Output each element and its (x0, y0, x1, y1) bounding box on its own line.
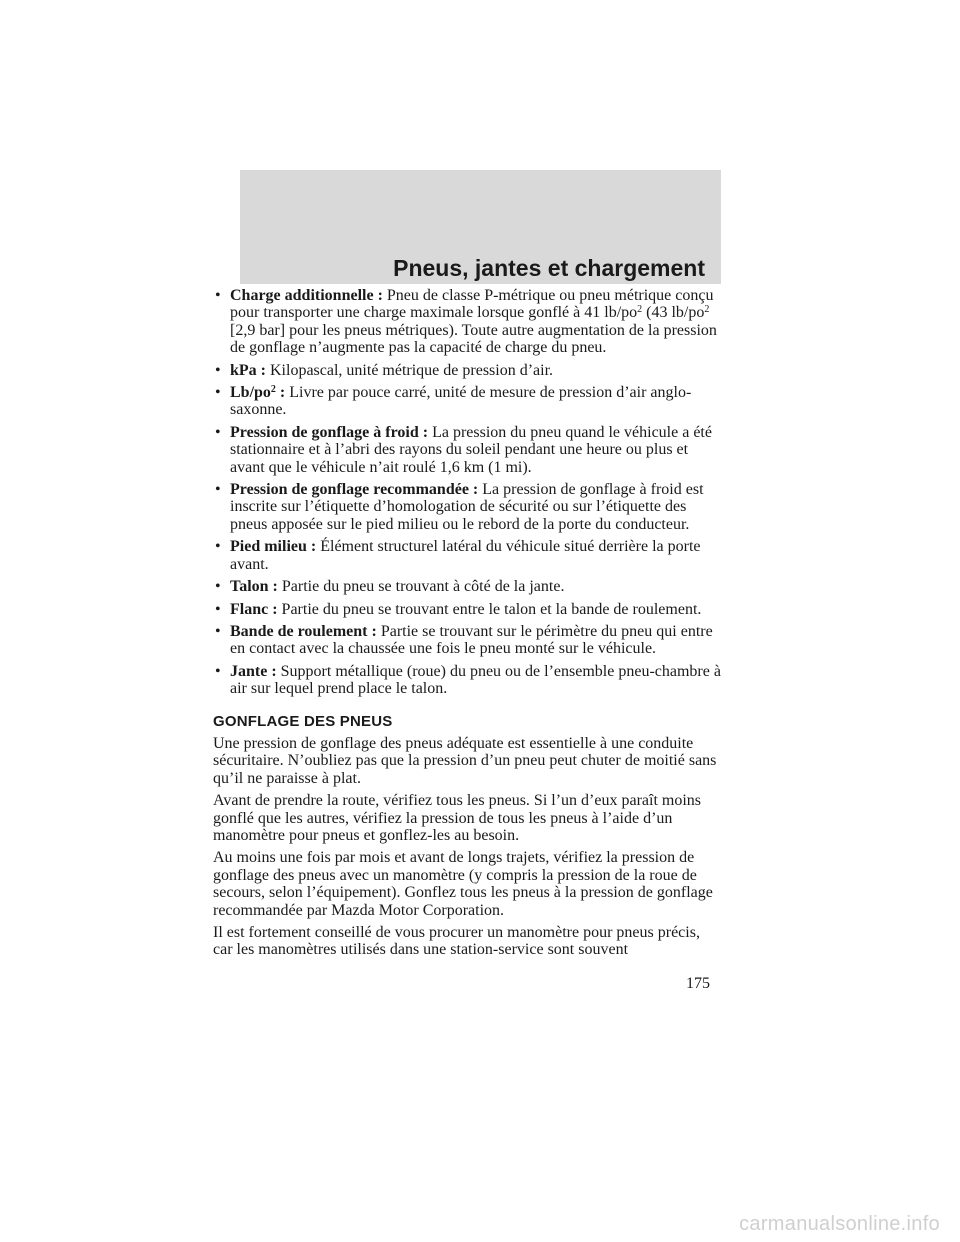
bullet-icon: • (215, 538, 221, 556)
list-item (213, 578, 723, 595)
paragraph: Il est fortement conseillé de vous procurer un manomètre pour pneus précis, car les manomètres utilisés dans une station-service sont souvent (213, 924, 700, 959)
definition-text: La pression de gonflage à froid est inscrite sur l’étiquette d’homologation de sécurité ou sur l’étiquette des pneus apposée sur le pied milieu ou le rebord de la porte du conducteur. (230, 481, 704, 533)
definition-text: Kilopascal, unité métrique de pression d’air. (270, 361, 554, 379)
page-content (213, 287, 723, 964)
bullet-icon: • (215, 423, 221, 441)
definition-term: Charge additionnelle : (230, 287, 383, 304)
definition-text: Support métallique (roue) du pneu ou de l’ensemble pneu-chambre à air sur lequel prend place le talon. (230, 662, 721, 698)
list-item (213, 538, 723, 573)
list-item (213, 362, 723, 379)
definition-text: Élément structurel latéral du véhicule situé derrière la porte avant. (230, 538, 701, 573)
paragraph: Une pression de gonflage des pneus adéquate est essentielle à une conduite sécuritaire. N’oubliez pas que la pression d’un pneu peut chuter de moitié sans qu’il ne paraisse à plat. (213, 734, 717, 787)
bullet-icon: • (215, 287, 221, 304)
definition-text: Livre par pouce carré, unité de mesure de pression d’air anglo-saxonne. (230, 384, 692, 419)
definition-term: Pression de gonflage à froid : (230, 423, 429, 441)
bullet-icon: • (215, 622, 221, 640)
definition-term: Talon : (230, 578, 278, 596)
bullet-icon: • (215, 662, 221, 680)
definition-text: Partie du pneu se trouvant à côté de la jante. (281, 578, 565, 596)
definition-term: Jante : (230, 662, 277, 680)
list-item (213, 287, 723, 357)
bullet-icon: • (215, 384, 221, 402)
definition-term: Pied milieu : (230, 538, 317, 556)
list-item (213, 424, 723, 476)
definition-text: Pneu de classe P-métrique ou pneu métrique conçu pour transporter une charge maximale lorsque gonflé à 41 $lb/po^2$ (43 $lb/po^2$ [2,9 bar] pour les pneus métriques). Toute autre augmentation de la pression de gonflage n’augmente pas la capacité de charge du pneu. (230, 287, 717, 357)
definition-list (213, 287, 723, 698)
page-title: Pneus, jantes et chargement (393, 255, 705, 281)
paragraph: Au moins une fois par mois et avant de longs trajets, vérifiez la pression de gonflage des pneus avec un manomètre (y compris la pression de la roue de secours, selon l’équipement). Gonflez tous les pneus à la pression de gonflage recommandée par Mazda Motor Corporation. (213, 849, 713, 919)
bullet-icon: • (215, 600, 221, 618)
paragraph: Avant de prendre la route, vérifiez tous les pneus. Si l’un d’eux paraît moins gonflé que les autres, vérifiez la pression de tous les pneus à l’aide d’un manomètre pour pneus et gonflez-les au besoin. (213, 792, 702, 844)
definition-term: Bande de roulement : (230, 622, 377, 640)
list-item (213, 601, 723, 618)
bullet-icon: • (215, 578, 221, 596)
header-band (240, 170, 721, 284)
definition-text: La pression du pneu quand le véhicule a été stationnaire et à l’abri des rayons du soleil pendant une heure ou plus et avant que le véhicule n’ait roulé 1,6 km (1 mi). (230, 423, 712, 476)
bullet-icon: • (215, 481, 221, 499)
list-item (213, 623, 723, 658)
list-item (213, 663, 723, 698)
definition-term: $Lb/po^2$ : (230, 384, 286, 402)
definition-term: Pression de gonflage recommandée : (230, 481, 479, 499)
definition-term: kPa : (230, 361, 266, 379)
definition-text: Partie du pneu se trouvant entre le talon et la bande de roulement. (281, 600, 702, 618)
list-item (213, 481, 723, 533)
definition-text: Partie se trouvant sur le périmètre du pneu qui entre en contact avec la chaussée une fois le pneu monté sur le véhicule. (230, 622, 713, 658)
list-item (213, 384, 723, 419)
section-heading: GONFLAGE DES PNEUS (213, 712, 393, 730)
watermark: carmanualsonline.info (739, 1213, 940, 1235)
bullet-icon: • (215, 361, 221, 379)
definition-term: Flanc : (230, 600, 278, 618)
page-number: 175 (686, 975, 710, 992)
